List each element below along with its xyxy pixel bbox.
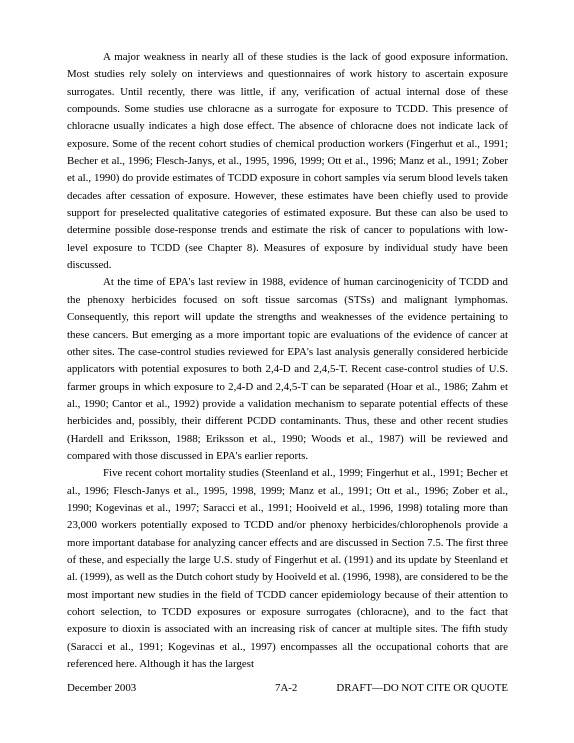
page-footer [67, 681, 508, 695]
paragraph-epa-review: At the time of EPA's last review in 1988, evidence of human carcinogenicity of TCDD and the phenoxy herbicides focused on soft tissue sarcomas (STSs) and malignant lymphomas. Consequently, this report will update the strengths and weaknesses of the evidence pertaining to these cancers. But emerging as a more important topic are evaluations of the evidence of cancer at other sites. The case-control studies reviewed for EPA's last analysis generally considered herbicide applicators with potential exposures to both 2,4-D and 2,4,5-T. Recent case-control studies of U.S. farmer groups in which exposure to 2,4-D and 2,4,5-T can be separated (Hoar et al., 1986; Zahm et al., 1990; Cantor et al., 1992) provide a validation mechanism to separate potential effects of these herbicides and, possibly, their different PCDD contaminants. Thus, these and other recent studies (Hardell and Eriksson, 1988; Eriksson et al., 1990; Woods et al., 1987) will be reviewed and compared with those discussed in EPA's earlier reports. [67, 276, 508, 462]
body-text [67, 49, 508, 673]
paragraph-exposure-weakness: A major weakness in nearly all of these studies is the lack of good exposure information. Most studies rely solely on interviews and questionnaires of work history to ascertain exposure surrogates. Until recently, there was little, if any, verification of actual internal dose of these compounds. Some studies use chloracne as a surrogate for exposure to TCDD. This presence of chloracne usually indicates a high dose effect. The absence of chloracne does not indicate lack of exposure. Some of the recent cohort studies of chemical production workers (Fingerhut et al., 1991; Becher et al., 1996; Flesch-Janys, et al., 1995, 1996, 1999; Ott et al., 1996; Manz et al., 1991; Zober et al., 1990) do provide estimates of TCDD exposure in cohort samples via serum blood levels taken decades after cessation of exposure. However, these estimates have been chiefly used to provide support for preselected qualitative categories of estimated exposure. But these can also be used to determine possible dose-response trends and estimate the risk of cancer to populations with low-level exposure to TCDD (see Chapter 8). Measures of exposure by individual study have been discussed. [67, 51, 508, 272]
footer-date: December 2003 [67, 682, 137, 694]
footer-draft-notice: DRAFT—DO NOT CITE OR QUOTE [336, 682, 508, 694]
paragraph-cohort-studies: Five recent cohort mortality studies (Steenland et al., 1999; Fingerhut et al., 1991; Becher et al., 1996; Flesch-Janys et al., 1995, 1998, 1999; Manz et al., 1991; Ott et al., 1996; Zober et al., 1990; Kogevinas et al., 1997; Saracci et al., 1991; Hooiveld et al., 1996, 1998) totaling more than 23,000 workers potentially exposed to TCDD and/or phenoxy herbicides/chlorophenols provide a more important database for analyzing cancer effects and are discussed in Section 7.5. The first three of these, and especially the large U.S. study of Fingerhut et al. (1991) and its update by Steenland et al. (1999), as well as the Dutch cohort study by Hooiveld et al. (1996, 1998), are considered to be the most important new studies in the field of TCDD cancer epidemiology because of their attention to cohort selection, to TCDD exposures or exposure surrogates (chloracne), and to the fact that exposure to dioxin is associated with an increasing risk of cancer at multiple sites. The fifth study (Saracci et al., 1991; Kogevinas et al., 1997) encompasses all the occupational cohorts that are referenced here. Although it has the largest [67, 467, 508, 671]
footer-page-number: 7A-2 [275, 682, 298, 694]
